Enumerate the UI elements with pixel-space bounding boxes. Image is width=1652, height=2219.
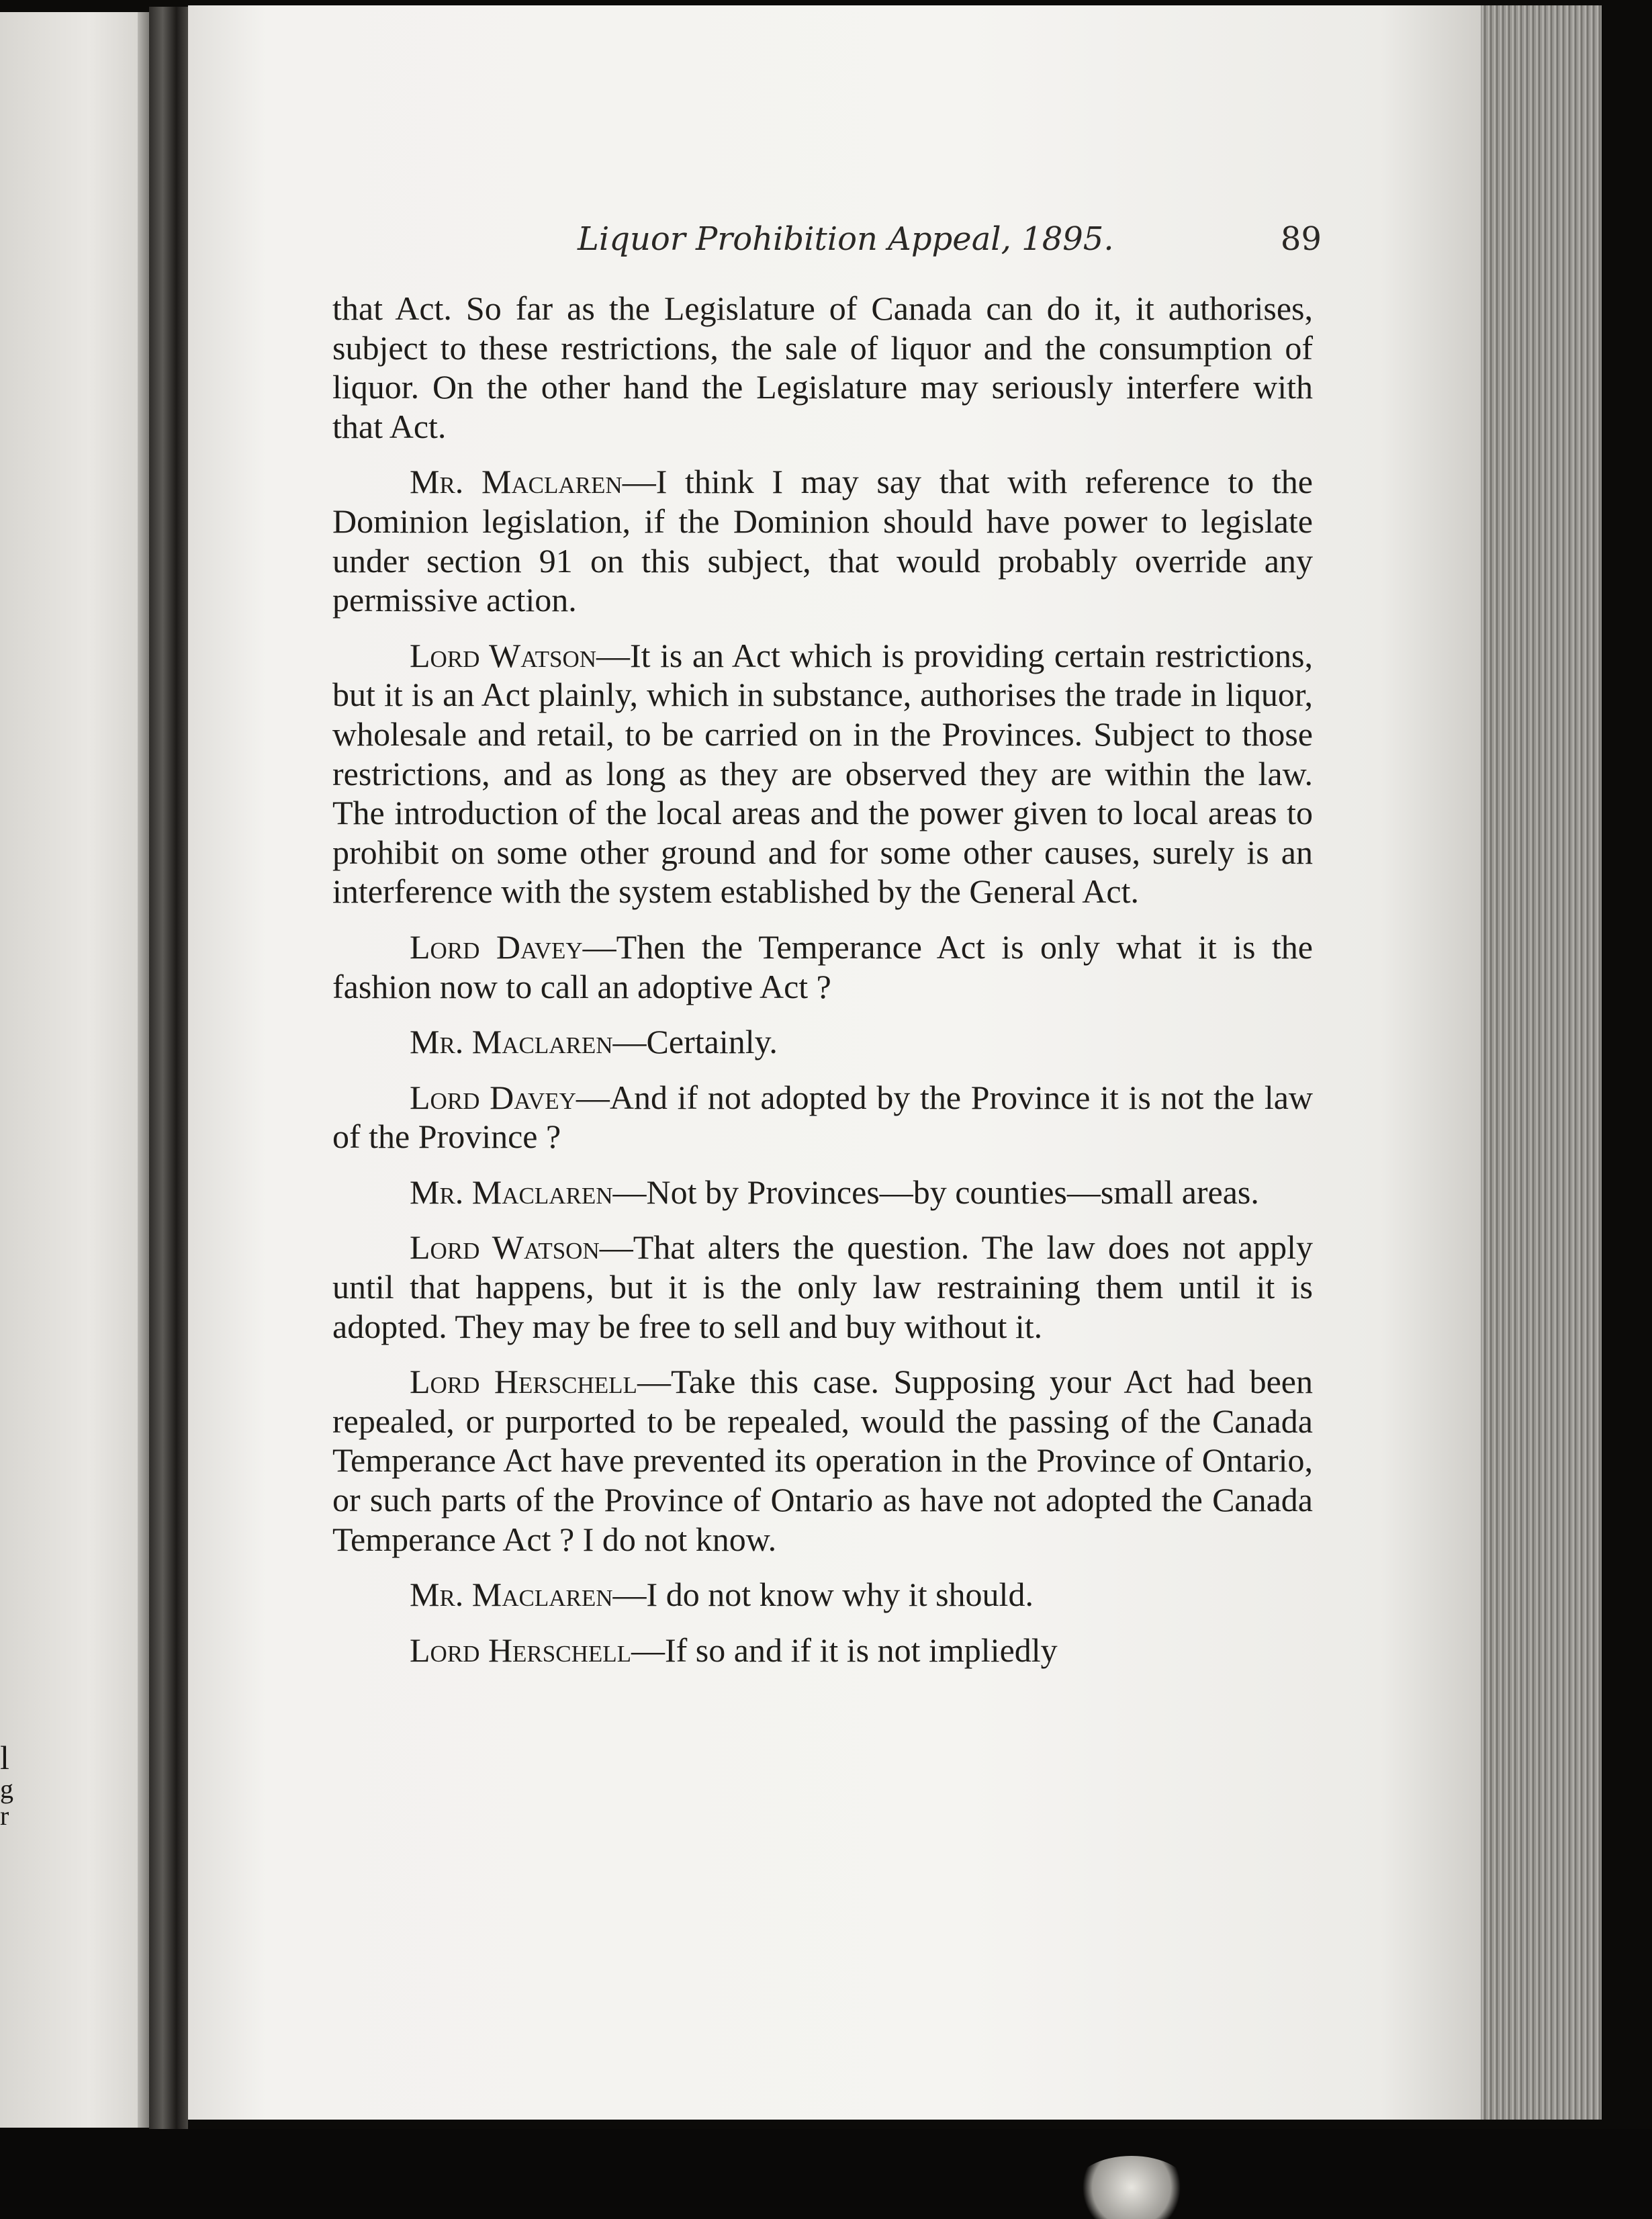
margin-fragment: l	[0, 1739, 9, 1776]
paragraph	[332, 927, 1313, 1006]
paragraph	[332, 1022, 1313, 1062]
speaker-name: Lord Davey	[410, 927, 583, 966]
running-title: Liquor Prohibition Appeal, 1895.	[578, 220, 1114, 258]
paragraph-text: —I think I may say that with reference to the Dominion legislation, if the Dominion should have power to legislate under section 91 on this subject, that would probably override any permissive action.	[332, 463, 1313, 619]
speaker-name: Lord Watson	[410, 1228, 600, 1267]
paper-stain	[1074, 2156, 1189, 2219]
speaker-name: Lord Watson	[410, 636, 596, 674]
margin-fragment: r	[0, 1801, 9, 1831]
paragraph	[332, 636, 1313, 911]
paragraph-text: —Then the Temperance Act is only what it is the fashion now to call an adoptive Act ?	[332, 927, 1313, 1005]
speaker-name: Lord Herschell	[410, 1363, 637, 1401]
speaker-name: Mr. Maclaren	[410, 1576, 613, 1614]
paragraph	[332, 1575, 1313, 1615]
book-gutter	[149, 7, 188, 2136]
page-number: 89	[1280, 220, 1322, 258]
scan-bottom-border	[0, 2129, 1652, 2219]
page-block-edge	[1481, 5, 1602, 2120]
body-text	[332, 289, 1313, 1670]
speaker-name: Mr. Maclaren	[410, 1173, 613, 1211]
paragraph	[332, 1228, 1313, 1346]
paragraph	[332, 1173, 1313, 1212]
speaker-name: Mr. Maclaren	[410, 463, 623, 501]
speaker-name: Lord Herschell	[410, 1631, 631, 1669]
speaker-name: Mr. Maclaren	[410, 1023, 613, 1061]
paragraph	[332, 1362, 1313, 1559]
paragraph-text: —Certainly.	[612, 1023, 778, 1061]
paragraph-text: —It is an Act which is providing certain restrictions, but it is an Act plainly, which in substance, authorises the trade in liquor, wholesale and retail, to be carried on in the Provinces. Subject to those restrictions, and as long as they are observed they are within the law. The introduction of the local areas and the power given to local areas to prohibit on some other ground and for some other causes, surely is an interference with the system established by the General Act.	[332, 636, 1313, 911]
paragraph	[332, 289, 1313, 446]
page-header	[578, 220, 1330, 258]
paragraph	[332, 1078, 1313, 1157]
left-page-edge	[0, 12, 149, 2128]
paragraph	[332, 1631, 1313, 1670]
paragraph-text: —Take this case. Supposing your Act had been repealed, or purported to be repealed, would the passing of the Canada Temperance Act have prevented its operation in the Province of Ontario, or such parts of the Province of Ontario as have not adopted the Canada Temperance Act ? I do not know.	[332, 1363, 1314, 1558]
margin-fragment: g	[0, 1774, 13, 1804]
paragraph	[332, 462, 1313, 619]
paragraph-text: that Act. So far as the Legislature of Canada can do it, it authorises, subject to these restrictions, the sale of liquor and the consumption of liquor. On the other hand the Legislature may seriously interfere with that Act.	[332, 289, 1313, 445]
paragraph-text: —Not by Provinces—by counties—small areas.	[612, 1173, 1259, 1211]
paragraph-text: —I do not know why it should.	[612, 1576, 1034, 1614]
paragraph-text: —If so and if it is not impliedly	[631, 1631, 1058, 1669]
speaker-name: Lord Davey	[410, 1078, 576, 1116]
paragraph-text: —That alters the question. The law does not apply until that happens, but it is the only law restraining them until it is adopted. They may be free to sell and buy without it.	[332, 1228, 1313, 1345]
paragraph-text: —And if not adopted by the Province it is not the law of the Province ?	[332, 1078, 1314, 1156]
